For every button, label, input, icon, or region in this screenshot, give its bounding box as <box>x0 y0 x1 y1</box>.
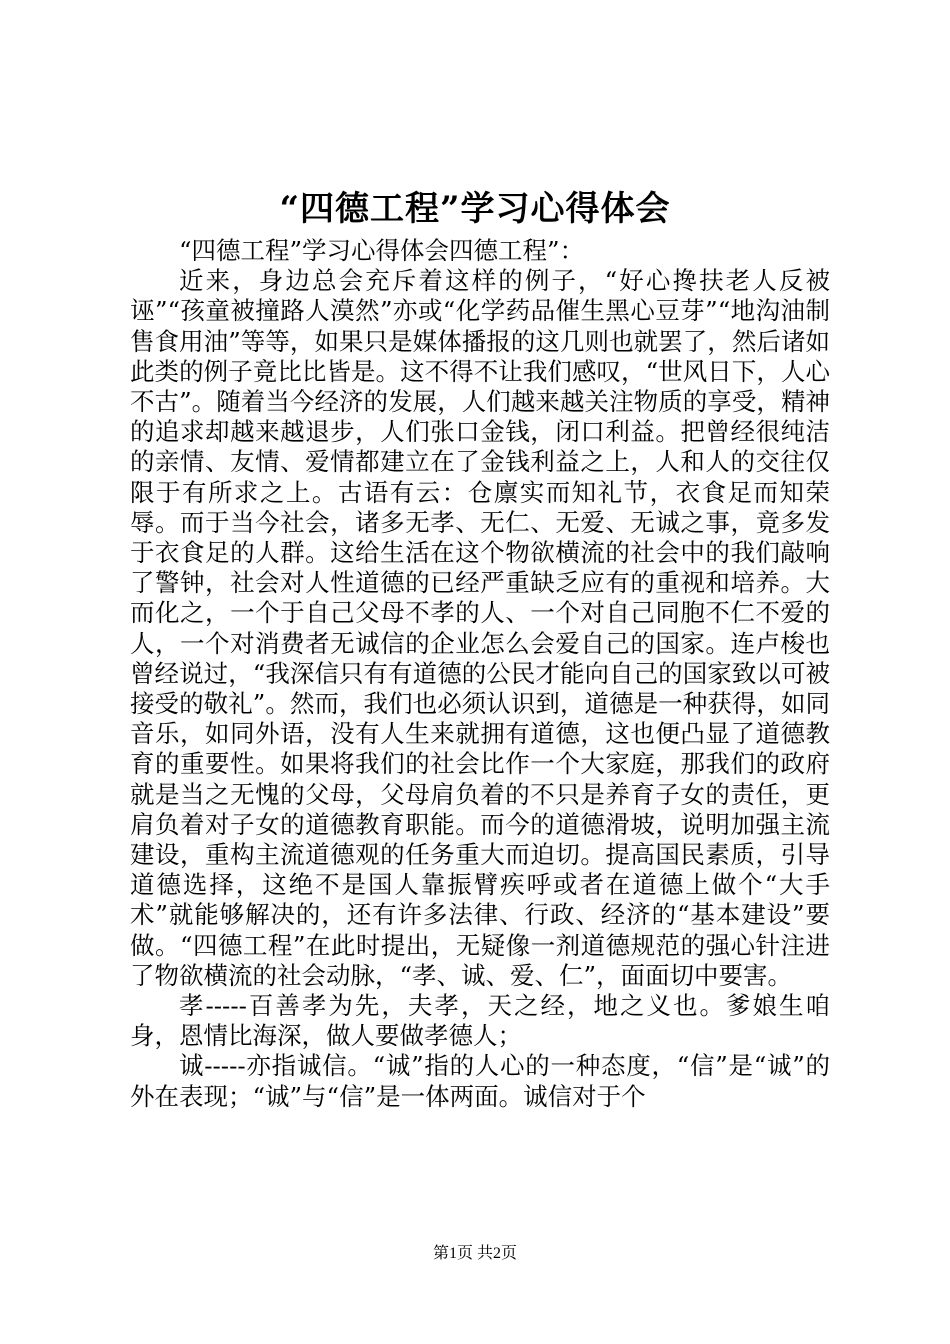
page-number-footer: 第1页 共2页 <box>432 1245 517 1262</box>
document-title: “四德工程”学习心得体会 <box>279 189 671 229</box>
paragraph-integrity: 诚-----亦指诚信。“诚”指的人心的一种态度，“信”是“诚”的外在表现；“诚”与“信”是一体两面。诚信对于个 <box>130 1051 830 1111</box>
document-body <box>130 236 830 1112</box>
paragraph-intro: “四德工程”学习心得体会四德工程”： <box>179 236 585 265</box>
paragraph-filial: 孝-----百善孝为先，夫孝，天之经，地之义也。爹娘生咱身，恩情比海深，做人要做孝德人； <box>130 991 830 1051</box>
paragraph-main: 近来，身边总会充斥着这样的例子，“好心搀扶老人反被诬”“孩童被撞路人漠然”亦或“化学药品催生黑心豆芽”“地沟油制售食用油”等等，如果只是媒体播报的这几则也就罢了，然后诸如此类的例子竟比比皆是。这不得不让我们感叹，“世风日下，人心不古”。随着当今经济的发展，人们越来越关注物质的享受，精神的追求却越来越退步，人们张口金钱，闭口利益。把曾经很纯洁的亲情、友情、爱情都建立在了金钱利益之上，人和人的交往仅限于有所求之上。古语有云：仓廪实而知礼节，衣食足而知荣辱。而于当今社会，诸多无孝、无仁、无爱、无诚之事，竟多发于衣食足的人群。这给生活在这个物欲横流的社会中的我们敲响了警钟，社会对人性道德的已经严重缺乏应有的重视和培养。大而化之，一个于自己父母不孝的人、一个对自己同胞不仁不爱的人，一个对消费者无诚信的企业怎么会爱自己的国家。连卢梭也曾经说过，“我深信只有有道德的公民才能向自己的国家致以可被接受的敬礼”。然而，我们也必须认识到，道德是一种获得，如同音乐，如同外语，没有人生来就拥有道德，这也便凸显了道德教育的重要性。如果将我们的社会比作一个大家庭，那我们的政府就是当之无愧的父母，父母肩负着的不只是养育子女的责任，更肩负着对子女的道德教育职能。而今的道德滑坡，说明加强主流建设，重构主流道德观的任务重大而迫切。提高国民素质，引导道德选择，这绝不是国人靠振臂疾呼或者在道德上做个“大手术”就能够解决的，还有许多法律、行政、经济的“基本建设”要做。“四德工程”在此时提出，无疑像一剂道德规范的强心针注进了物欲横流的社会动脉，“孝、诚、爱、仁”，面面切中要害。 <box>130 266 830 990</box>
